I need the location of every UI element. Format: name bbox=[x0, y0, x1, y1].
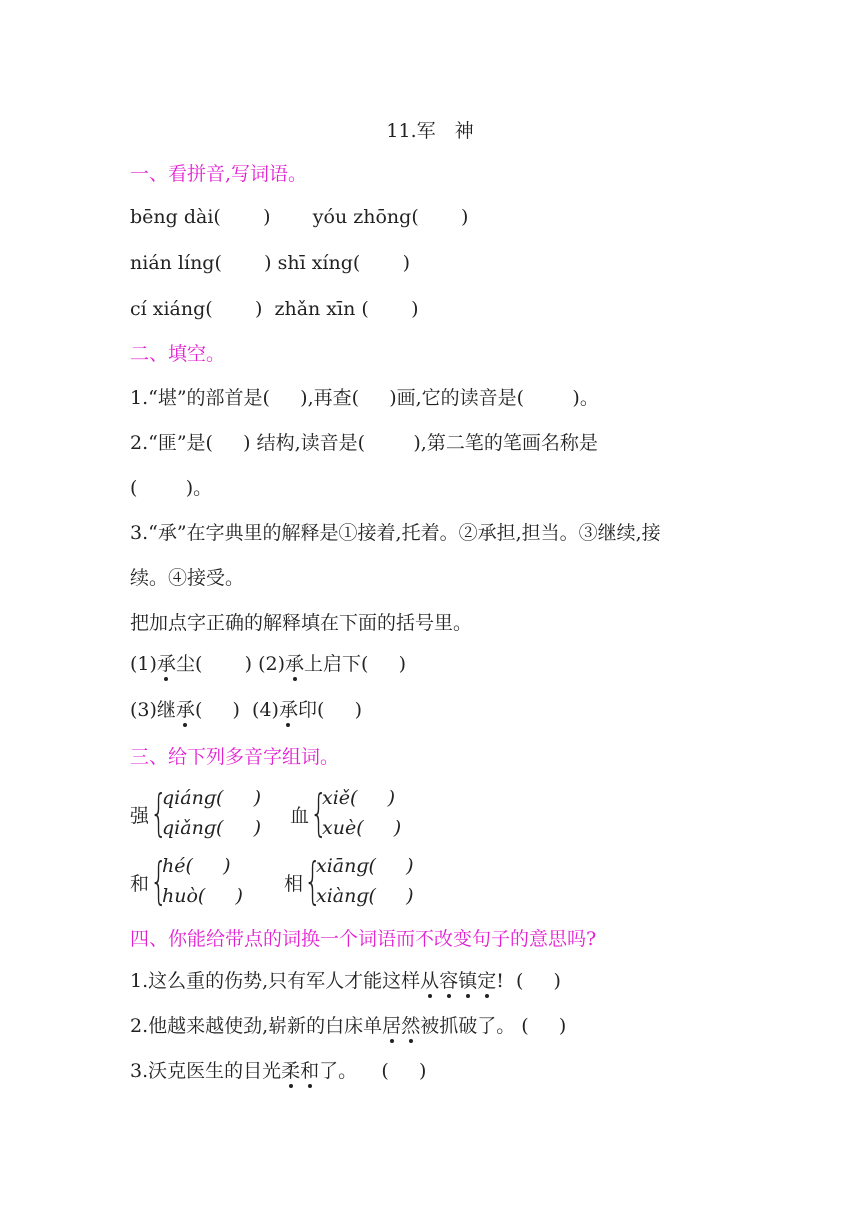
reading-1: xiě( ) bbox=[322, 787, 396, 809]
pinyin-row-1: bēng dài( ) yóu zhōng( ) bbox=[130, 206, 469, 228]
question-2-3-cont: 续。④接受。 bbox=[130, 567, 245, 589]
reading-2: xuè( ) bbox=[322, 817, 402, 839]
polyphone-char: 强 bbox=[130, 805, 150, 827]
item-text: 印( ) bbox=[297, 699, 363, 721]
item-text: ( ) bbox=[194, 699, 253, 721]
polyphone-char: 相 bbox=[284, 873, 304, 895]
reading-1: hé( ) bbox=[162, 855, 231, 877]
item-text: 上启下( ) bbox=[304, 653, 407, 675]
item-label: (4) bbox=[252, 699, 279, 721]
brace-icon: { bbox=[150, 784, 168, 842]
dotted-char: 居 bbox=[382, 1015, 402, 1037]
dotted-char: 承 bbox=[278, 699, 298, 721]
item-label: (1) bbox=[130, 653, 157, 675]
dotted-char: 然 bbox=[401, 1015, 421, 1037]
sentence-4-2 bbox=[130, 1014, 566, 1038]
sentence-text: ! ( ) bbox=[496, 970, 561, 992]
dotted-char: 容 bbox=[439, 970, 459, 992]
item-label: (2) bbox=[258, 653, 286, 675]
section-heading-3: 三、给下列多音字组词。 bbox=[130, 746, 340, 768]
item-label: (3)继 bbox=[130, 699, 176, 721]
brace-icon: { bbox=[150, 852, 168, 910]
sentence-text: 2.他越来越使劲,崭新的白床单 bbox=[130, 1015, 383, 1037]
item-text: 尘( ) bbox=[175, 653, 259, 675]
page-title: 11.军 神 bbox=[386, 120, 474, 142]
polyphone-char: 血 bbox=[290, 805, 310, 827]
dotted-char: 和 bbox=[300, 1060, 320, 1082]
reading-2: huò( ) bbox=[162, 885, 243, 907]
section-heading-2: 二、填空。 bbox=[130, 343, 226, 365]
pinyin-row-3: cí xiáng( ) zhǎn xīn ( ) bbox=[130, 298, 419, 320]
dotted-char: 承 bbox=[285, 653, 305, 675]
brace-icon: { bbox=[304, 852, 322, 910]
polyphone-char: 和 bbox=[130, 873, 150, 895]
cheng-items-row-2 bbox=[130, 698, 362, 722]
question-2-2: 2.“匪”是( ) 结构,读音是( ),第二笔的笔画名称是 bbox=[130, 432, 598, 454]
section-heading-1: 一、看拼音,写词语。 bbox=[130, 163, 308, 185]
sentence-4-1 bbox=[130, 969, 561, 993]
sentence-text: 了。 ( ) bbox=[319, 1060, 427, 1082]
sentence-text: 1.这么重的伤势,只有军人才能这样 bbox=[130, 970, 421, 992]
cheng-items-row-1 bbox=[130, 652, 406, 676]
reading-1: qiánɡ( ) bbox=[162, 787, 261, 809]
dotted-char: 从 bbox=[420, 970, 440, 992]
dotted-char: 镇 bbox=[458, 970, 478, 992]
dotted-char: 柔 bbox=[281, 1060, 301, 1082]
reading-2: xiànɡ( ) bbox=[316, 885, 414, 907]
question-2-3-instruction: 把加点字正确的解释填在下面的括号里。 bbox=[130, 612, 473, 634]
reading-1: xiānɡ( ) bbox=[316, 855, 414, 877]
sentence-text: 被抓破了。 ( ) bbox=[420, 1015, 567, 1037]
question-2-1: 1.“堪”的部首是( ),再查( )画,它的读音是( )。 bbox=[130, 387, 599, 409]
sentence-text: 3.沃克医生的目光 bbox=[130, 1060, 282, 1082]
question-2-2-cont: ( )。 bbox=[130, 477, 213, 499]
question-2-3: 3.“承”在字典里的解释是①接着,托着。②承担,担当。③继续,接 bbox=[130, 522, 661, 544]
sentence-4-3 bbox=[130, 1059, 426, 1083]
brace-icon: { bbox=[310, 784, 328, 842]
reading-2: qiǎnɡ( ) bbox=[162, 817, 261, 839]
dotted-char: 承 bbox=[175, 699, 195, 721]
section-heading-4: 四、你能给带点的词换一个词语而不改变句子的意思吗? bbox=[130, 928, 597, 950]
dotted-char: 定 bbox=[477, 970, 497, 992]
pinyin-row-2: nián líng( ) shī xíng( ) bbox=[130, 252, 411, 274]
dotted-char: 承 bbox=[156, 653, 176, 675]
